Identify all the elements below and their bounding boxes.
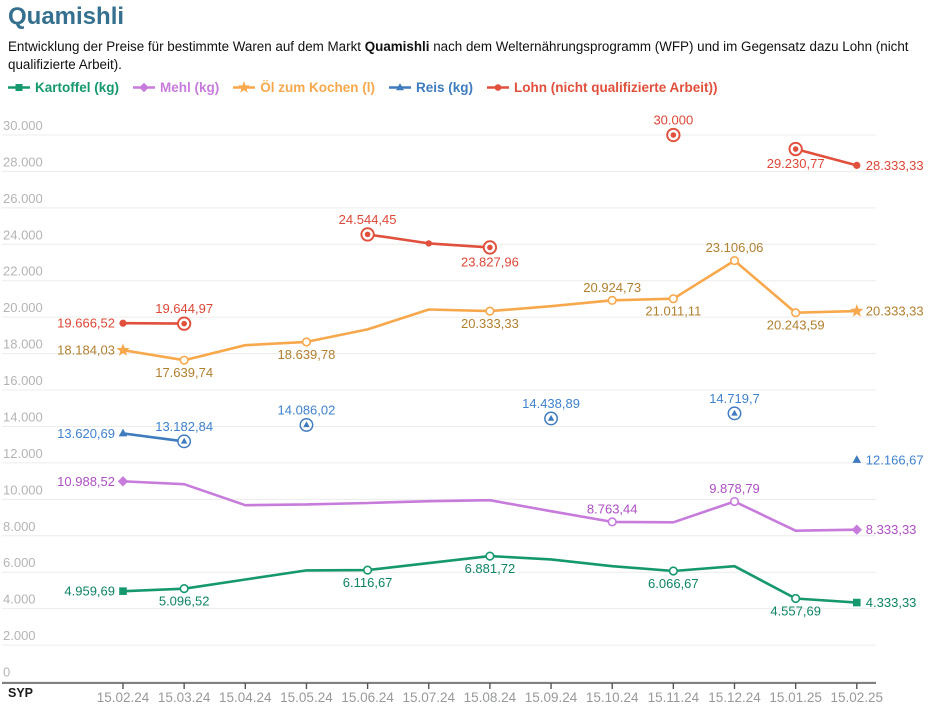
data-label-kartoffel-kg: 6.116,67 [342,574,393,590]
x-tick-label: 15.11.24 [647,689,700,705]
x-tick-label: 15.08.24 [463,689,517,705]
y-tick-label: 4.000 [3,591,36,607]
data-label-lohn-nicht-qualifizierte-arbeit: 23.827,96 [460,254,519,270]
subtitle-text-pre: Entwicklung der Preise für bestimmte Waren auf dem Markt [8,39,365,55]
data-label-lohn-nicht-qualifizierte-arbeit: 28.333,33 [865,157,924,173]
y-tick-label: 6.000 [3,554,36,570]
legend-label: Lohn (nicht qualifizierte Arbeit)) [514,80,718,96]
data-point-lohn-nicht-qualifizierte-arbeit-core [181,321,187,327]
data-label-mehl-kg: 9.878,79 [709,480,760,496]
data-label-mehl-kg: 10.988,52 [57,473,115,489]
data-label-lohn-nicht-qualifizierte-arbeit: 29.230,77 [766,155,825,171]
data-label-öl-zum-kochen-l: 23.106,06 [705,239,764,255]
data-point-kartoffel-kg[interactable] [792,594,800,602]
data-point-kartoffel-kg[interactable] [670,567,678,575]
data-label-lohn-nicht-qualifizierte-arbeit: 24.544,45 [338,211,397,227]
x-tick-label: 15.07.24 [402,689,456,705]
series-reis-kg [57,391,923,468]
data-label-öl-zum-kochen-l: 21.011,11 [645,303,702,319]
data-point-mehl-kg[interactable] [731,497,739,505]
data-label-kartoffel-kg: 4.333,33 [865,594,917,610]
subtitle-text-post: nach dem Welternährungsprogramm (WFP) und im Gegensatz dazu Lohn (nicht qualifizierte Arbeit). [8,39,909,72]
page-title: Quamishli [8,3,125,30]
legend-glyph-circle[interactable] [495,84,502,91]
data-point-kartoffel-kg[interactable] [364,566,372,574]
data-point-lohn-nicht-qualifizierte-arbeit[interactable] [853,161,860,168]
data-label-reis-kg: 14.086,02 [277,402,336,418]
series-lohn-nicht-qualifizierte-arbeit [57,112,924,333]
data-label-kartoffel-kg: 6.066,67 [648,575,699,591]
mehl-kg-marker-icon [133,80,155,95]
y-tick-label: 16.000 [3,372,43,388]
subtitle-market-name: Quamishli [364,39,430,55]
data-point-kartoffel-kg[interactable] [853,598,861,606]
legend-glyph-square[interactable] [16,84,23,91]
x-tick-label: 15.01.25 [769,689,822,705]
data-label-öl-zum-kochen-l: 20.333,33 [865,303,924,319]
data-label-lohn-nicht-qualifizierte-arbeit: 19.666,52 [57,315,115,331]
legend-item-reis-kg[interactable] [389,80,473,95]
y-tick-label: 28.000 [3,154,43,170]
data-point-mehl-kg[interactable] [852,524,862,534]
data-label-lohn-nicht-qualifizierte-arbeit: 19.644,97 [155,300,214,316]
data-label-öl-zum-kochen-l: 20.243,59 [766,317,825,333]
data-label-öl-zum-kochen-l: 20.333,33 [460,315,519,331]
legend-item-lohn-nicht-qualifizierte-arbeit[interactable] [487,80,718,95]
series-mehl-kg [57,474,916,537]
legend-glyph-star[interactable] [238,81,250,93]
data-point-mehl-kg[interactable] [118,476,128,486]
x-tick-label: 15.10.24 [585,689,639,705]
y-tick-label: 26.000 [3,190,43,206]
x-tick-label: 15.06.24 [341,689,394,705]
data-point-öl-zum-kochen-l[interactable] [792,309,800,317]
y-tick-label: 30.000 [3,117,43,133]
y-tick-label: 10.000 [3,482,43,498]
market-price-report [0,4,939,713]
data-point-mehl-kg[interactable] [608,518,616,526]
series-line-lohn-nicht-qualifizierte-arbeit [123,149,857,324]
data-point-öl-zum-kochen-l[interactable] [303,338,311,346]
data-label-reis-kg: 14.438,89 [522,395,580,411]
y-tick-label: 0 [3,664,11,680]
y-tick-label: 20.000 [3,299,43,315]
y-tick-label: 22.000 [3,263,43,279]
y-axis-unit-label: SYP [8,685,34,700]
data-label-kartoffel-kg: 4.959,69 [64,583,115,599]
y-tick-label: 24.000 [3,227,43,243]
data-label-reis-kg: 12.166,67 [865,452,924,468]
y-tick-label: 14.000 [3,409,43,425]
data-point-öl-zum-kochen-l[interactable] [486,307,494,315]
legend-label: Öl zum Kochen (l) [260,80,375,96]
data-label-reis-kg: 13.620,69 [57,425,115,441]
data-point-lohn-nicht-qualifizierte-arbeit-core [793,146,799,152]
data-point-lohn-nicht-qualifizierte-arbeit-core [487,244,493,250]
data-point-reis-kg[interactable] [852,455,861,463]
data-point-öl-zum-kochen-l[interactable] [731,256,739,264]
data-point-lohn-nicht-qualifizierte-arbeit-core [671,132,677,138]
data-label-kartoffel-kg: 4.557,69 [770,603,821,619]
data-label-öl-zum-kochen-l: 17.639,74 [155,364,214,380]
y-tick-label: 18.000 [3,336,43,352]
legend-item-öl-zum-kochen-l[interactable] [233,80,375,95]
y-tick-label: 12.000 [3,445,43,461]
legend-label: Reis (kg) [416,80,474,96]
öl-zum-kochen-l-marker-icon [233,80,255,95]
data-point-lohn-nicht-qualifizierte-arbeit-core [365,231,371,237]
kartoffel-kg-marker-icon [8,80,30,95]
data-point-kartoffel-kg[interactable] [486,552,494,560]
data-label-öl-zum-kochen-l: 18.184,03 [57,342,115,358]
x-tick-label: 15.04.24 [219,689,272,705]
data-label-mehl-kg: 8.333,33 [865,521,917,537]
x-tick-label: 15.02.25 [830,689,884,705]
data-point-reis-kg[interactable] [119,428,128,436]
legend-item-mehl-kg[interactable] [133,80,219,95]
x-tick-label: 15.12.24 [708,689,761,705]
data-label-reis-kg: 13.182,84 [155,418,214,434]
data-point-öl-zum-kochen-l[interactable] [850,304,863,317]
price-line-chart [0,101,939,713]
y-tick-label: 8.000 [3,518,36,534]
data-point-öl-zum-kochen-l[interactable] [670,295,678,303]
legend-label: Kartoffel (kg) [35,80,119,96]
data-label-reis-kg: 14.719,7 [709,390,760,406]
data-label-mehl-kg: 8.763,44 [586,501,638,517]
data-point-lohn-nicht-qualifizierte-arbeit[interactable] [119,319,126,326]
legend-label: Mehl (kg) [160,80,220,96]
legend-glyph-diamond[interactable] [139,83,149,93]
data-point-öl-zum-kochen-l[interactable] [180,356,188,364]
data-point-öl-zum-kochen-l[interactable] [608,296,616,304]
data-label-öl-zum-kochen-l: 18.639,78 [277,346,336,362]
data-point-kartoffel-kg[interactable] [119,587,127,595]
reis-kg-marker-icon [389,80,411,95]
x-tick-label: 15.02.24 [96,689,150,705]
series-line-reis-kg [123,433,184,441]
x-tick-label: 15.03.24 [157,689,211,705]
data-point-kartoffel-kg[interactable] [180,585,188,593]
y-tick-label: 2.000 [3,627,36,643]
lohn-nicht-qualifizierte-arbeit-marker-icon [487,80,509,95]
legend-item-kartoffel-kg[interactable] [8,80,119,95]
x-tick-label: 15.05.24 [280,689,333,705]
chart-legend [8,79,939,97]
data-label-öl-zum-kochen-l: 20.924,73 [583,279,642,295]
x-tick-label: 15.09.24 [524,689,578,705]
data-label-lohn-nicht-qualifizierte-arbeit: 30.000 [653,112,694,128]
x-axis [2,683,883,705]
data-point-lohn-nicht-qualifizierte-arbeit[interactable] [426,240,432,246]
data-label-kartoffel-kg: 5.096,52 [158,593,210,609]
chart-subtitle [8,38,933,72]
data-label-kartoffel-kg: 6.881,72 [464,560,516,576]
